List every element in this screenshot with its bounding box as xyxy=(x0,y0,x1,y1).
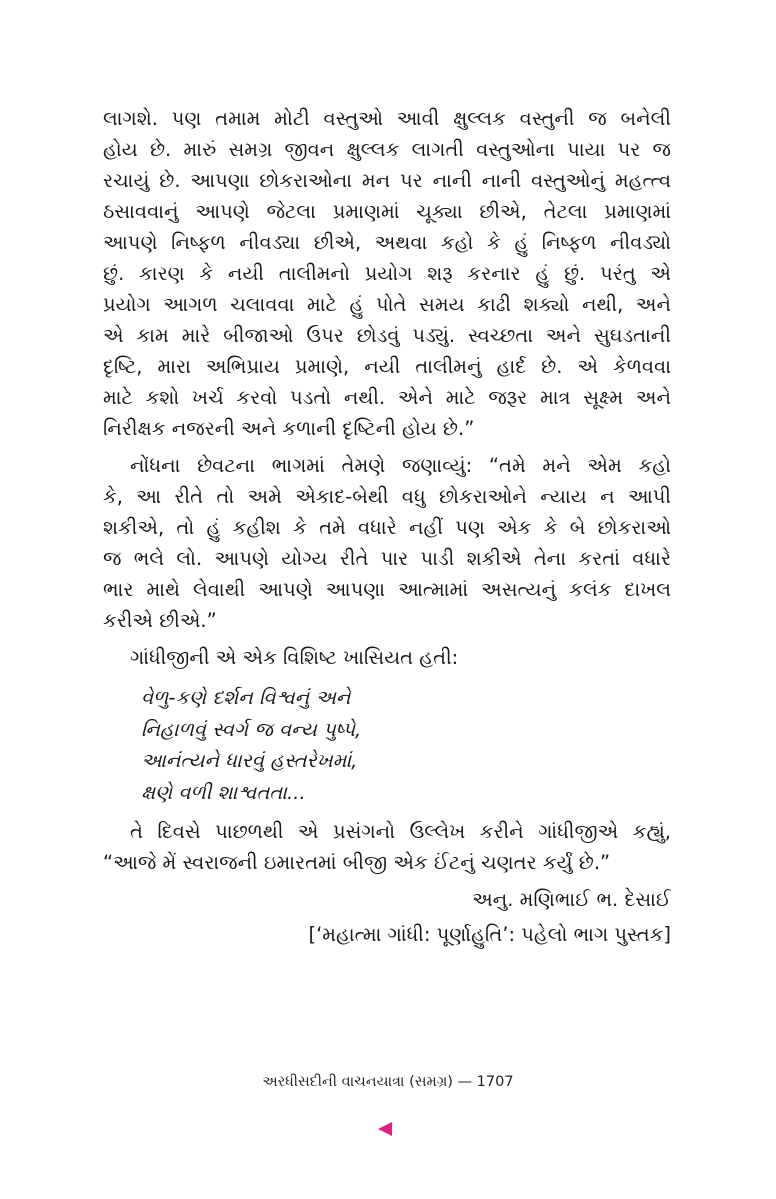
triangle-left-icon[interactable] xyxy=(378,1122,392,1136)
text-line: ભાર માથે લેવાથી આપણે આપણા આત્મામાં અસત્યનું કલંક દાખલ xyxy=(103,578,671,601)
text-line: છું. કારણ કે નયી તાલીમનો પ્રયોગ શરૂ કરનાર હું છું. પરંતુ એ xyxy=(103,262,671,285)
paragraph-4 xyxy=(103,816,671,878)
poem-line: વેળુ-કણે દર્શન વિશ્વનું અને xyxy=(141,686,351,709)
text-line: પ્રયોગ આગળ ચલાવવા માટે હું પોતે સમય કાઢી શક્યો નથી, અને xyxy=(103,293,671,316)
text-line: શકીએ, તો હું કહીશ કે તમે વધારે નહીં પણ એક કે બે છોકરાઓ xyxy=(103,516,671,539)
text-line: હોય છે. મારું સમગ્ર જીવન ક્ષુલ્લક લાગતી વસ્તુઓના પાયા પર જ xyxy=(103,138,671,161)
running-footer xyxy=(0,1074,776,1090)
text-line: લાગશે. પણ તમામ મોટી વસ્તુઓ આવી ક્ષુલ્લક વસ્તુની જ બનેલી xyxy=(103,107,671,130)
text-line: માટે કશો ખર્ચ કરવો પડતો નથી. એને માટે જરૂર માત્ર સૂક્ષ્મ અને xyxy=(103,386,671,409)
poem-line: નિહાળવું સ્વર્ગ જ વન્ય પુષ્પે, xyxy=(141,717,362,741)
translator-attribution xyxy=(103,884,671,915)
source-citation xyxy=(103,919,671,950)
text-line: દૃષ્ટિ, મારા અભિપ્રાય પ્રમાણે, નયી તાલીમનું હાર્દ છે. એ કેળવવા xyxy=(103,355,671,378)
poem-line: ક્ષણે વળી શાશ્વતતા... xyxy=(141,780,306,804)
text-line: “આજે મેં સ્વરાજની ઇમારતમાં બીજી એક ઈંટનું ચણતર કર્યું છે.” xyxy=(103,851,611,874)
paragraph-3 xyxy=(103,642,671,673)
text-line: ઠસાવવાનું આપણે જેટલા પ્રમાણમાં ચૂક્યા છીએ, તેટલા પ્રમાણમાં xyxy=(103,200,671,223)
text-line: રચાયું છે. આપણા છોકરાઓના મન પર નાની નાની વસ્તુઓનું મહત્ત્વ xyxy=(103,169,671,192)
paragraph-1 xyxy=(103,103,671,444)
text-line: આપણે નિષ્ફળ નીવડ્યા છીએ, અથવા કહો કે હું નિષ્ફળ નીવડ્યો xyxy=(103,231,671,254)
text-line: નિરીક્ષક નજરની અને કળાની દૃષ્ટિની હોય છે.” xyxy=(103,417,475,440)
text-line: જ ભલે લો. આપણે યોગ્ય રીતે પાર પાડી શકીએ તેના કરતાં વધારે xyxy=(103,547,671,570)
page-body xyxy=(103,103,671,950)
paragraph-2 xyxy=(103,450,671,636)
text-line: કરીએ છીએ.” xyxy=(103,609,217,632)
text-line: ગાંધીજીની એ એક વિશિષ્ટ ખાસિયત હતી: xyxy=(130,646,459,669)
text-line: એ કામ મારે બીજાઓ ઉપર છોડવું પડ્યું. સ્વચ્છતા અને સુઘડતાની xyxy=(103,324,671,347)
footer-title: અરધીસદીની વાચનયાત્રા (સમગ્ર) — 1707 xyxy=(262,1074,514,1090)
text-line: તે દિવસે પાછળથી એ પ્રસંગનો ઉલ્લેખ કરીને ગાંધીજીએ કહ્યું, xyxy=(130,820,671,843)
source-text: [‘મહાત્મા ગાંધી: પૂર્ણાહુતિ’: પહેલો ભાગ પુસ્તક] xyxy=(308,923,671,946)
poem-line: આનંત્યને ધારવું હસ્તરેખમાં, xyxy=(141,749,358,772)
translator-name: અનુ. મણિભાઈ ભ. દેસાઈ xyxy=(472,888,671,911)
text-line: કે, આ રીતે તો અમે એકાદ-બેથી વધુ છોકરાઓને ન્યાય ન આપી xyxy=(103,485,671,508)
text-line: નોંધના છેવટના ભાગમાં તેમણે જણાવ્યું: “તમે મને એમ કહો xyxy=(130,454,671,477)
poem-stanza xyxy=(103,682,671,808)
